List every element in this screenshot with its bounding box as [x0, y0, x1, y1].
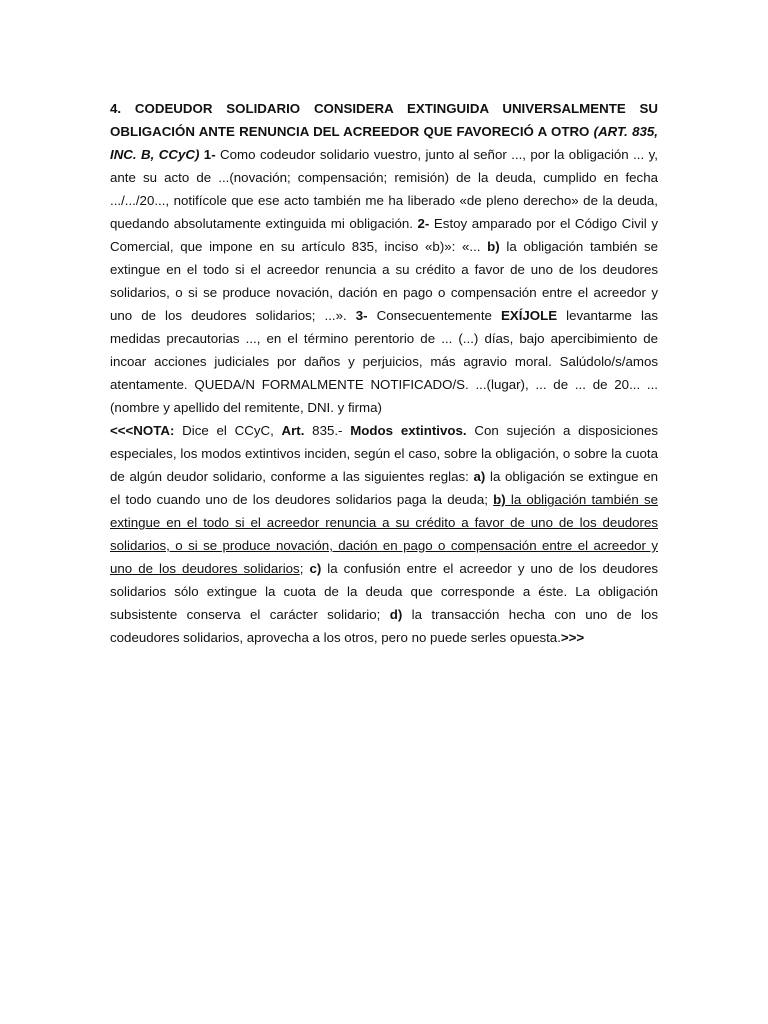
note-text-3: Con sujeción a disposiciones especiales, los modos extintivos inciden, según el caso, sobre la obligación, o sobre la cuota de algún deudor solidario, conforme a las siguientes reglas: [110, 423, 658, 484]
rule-label-b: b) [493, 492, 506, 507]
legal-reference: (ART. 835, INC. B, CCyC) [110, 124, 659, 162]
note-text-8: la transacción hecha con uno de los codeudores solidarios, aprovecha a los otros, pero no puede serles opuesta. [110, 607, 658, 645]
note-text-6: ; [299, 561, 310, 576]
article-title: Modos extintivos. [350, 423, 467, 438]
rule-label-d: d) [389, 607, 403, 622]
note-paragraph [110, 419, 658, 649]
note-text-underlined: la obligación también se extingue en el todo si el acreedor renuncia a su crédito a favor de uno de los deudores solidarios, o si se produce novación, dación en pago o compensación entre el acreedor y uno de los deudores solidarios [110, 492, 658, 576]
point-number-3: 3- [355, 308, 368, 323]
clause-label-b: b) [487, 239, 500, 254]
note-text-2: 835.- [304, 423, 351, 438]
note-label: <<<NOTA: [110, 423, 175, 438]
letter-text-1: Como codeudor solidario vuestro, junto al señor ..., por la obligación ... y, ante su acto de ...(novación; compensación; remisión) de la deuda, cumplido en fecha .../.../20..., notifícole que ese acto también me ha liberado «de pleno derecho» de la deuda, quedando absolutamente extinguida mi obligación. [110, 147, 658, 231]
letter-text-2: Estoy amparado por el Código Civil y Comercial, que impone en su artículo 835, inciso «b)»: «... [110, 216, 658, 254]
section-heading: 4. CODEUDOR SOLIDARIO CONSIDERA EXTINGUIDA UNIVERSALMENTE SU OBLIGACIÓN ANTE RENUNCIA DEL ACREEDOR QUE FAVORECIÓ A OTRO [110, 101, 658, 139]
article-label: Art. [281, 423, 305, 438]
point-number-2: 2- [417, 216, 430, 231]
point-number-1: 1- [199, 147, 216, 162]
letter-text-3: la obligación también se extingue en el todo si el acreedor renuncia a su crédito a favor de uno de los deudores solidarios, o si se produce novación, dación en pago o compensación entre el acreedor y uno de los deudores solidarios; ...». [110, 239, 659, 323]
note-end-marker: >>> [560, 630, 585, 645]
note-text-1: Dice el CCyC, [174, 423, 282, 438]
note-text-4: la obligación se extingue en el todo cuando uno de los deudores solidarios paga la deuda; [110, 469, 658, 507]
rule-label-a: a) [473, 469, 486, 484]
model-letter-paragraph [110, 97, 658, 419]
demand-word: EXÍJOLE [500, 308, 558, 323]
document-text [110, 97, 658, 649]
note-text-7: la confusión entre el acreedor y uno de los deudores solidarios sólo extingue la cuota de la deuda que corresponde a éste. La obligación subsistente conserva el carácter solidario; [110, 561, 659, 622]
rule-label-c: c) [309, 561, 322, 576]
letter-text-5: levantarme las medidas precautorias ..., en el término perentorio de ... (...) días, bajo apercibimiento de incoar acciones judiciales por daños y perjuicios, más agravio moral. Salúdolo/s/amos atentamente. QUEDA/N FORMALMENTE NOTIFICADO/S. ...(lugar), ... de ... de 20... ...(nombre y apellido del remitente, DNI. y firma) [110, 308, 658, 415]
letter-text-4: Consecuentemente [367, 308, 501, 323]
